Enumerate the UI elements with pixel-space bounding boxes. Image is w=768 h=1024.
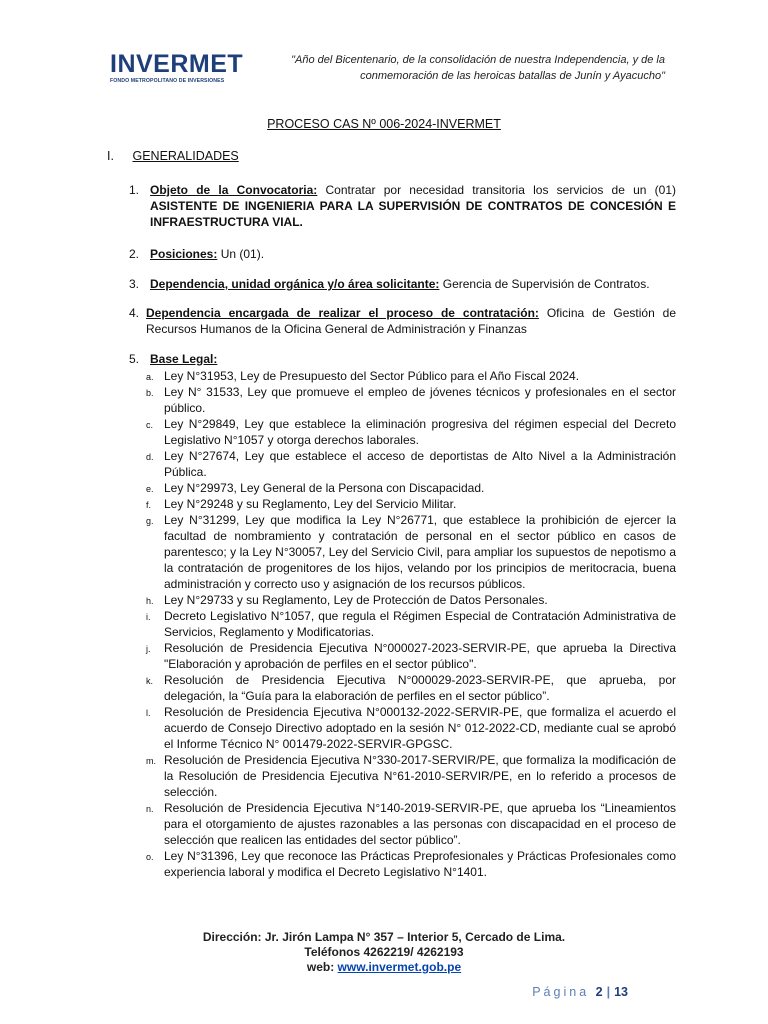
item-label: Posiciones: <box>150 247 218 261</box>
legal-letter: h. <box>146 596 154 606</box>
legal-letter: m. <box>146 756 156 766</box>
legal-letter: k. <box>146 676 154 686</box>
item-base-legal <box>129 351 676 367</box>
legal-letter: i. <box>146 612 151 622</box>
legal-text: Ley N°31953, Ley de Presupuesto del Sector Público para el Año Fiscal 2024. <box>164 369 580 383</box>
item-label: Dependencia encargada de realizar el proceso de contratación: <box>146 306 539 320</box>
legal-item <box>146 496 676 512</box>
legal-text: Resolución de Presidencia Ejecutiva N°000027-2023-SERVIR-PE, que aprueba la Directiva "Elaboración y aprobación de perfiles en el sector público". <box>164 641 676 671</box>
legal-item <box>146 608 676 640</box>
legal-letter: e. <box>146 484 154 494</box>
pager-total: 13 <box>614 985 628 999</box>
legal-letter: d. <box>146 452 154 462</box>
legal-item <box>146 640 676 672</box>
legal-letter: o. <box>146 852 154 862</box>
item-label: Objeto de la Convocatoria: <box>150 183 318 197</box>
legal-item <box>146 672 676 704</box>
legal-text: Ley N°29248 y su Reglamento, Ley del Servicio Militar. <box>164 497 457 511</box>
item-number: 3. <box>129 277 140 291</box>
item-text: Gerencia de Supervisión de Contratos. <box>439 277 650 291</box>
page-footer <box>0 930 768 975</box>
legal-text: Resolución de Presidencia Ejecutiva N°000132-2022-SERVIR-PE, que formaliza el acuerdo el acuerdo de Consejo Directivo adoptado en la sesión N° 012-2022-CD, mediante cual se aprobó el Informe Técnico N° 001479-2022-SERVIR-GPGSC. <box>164 705 676 751</box>
item-label: Dependencia, unidad orgánica y/o área solicitante: <box>150 277 440 291</box>
legal-text: Ley N°29973, Ley General de la Persona con Discapacidad. <box>164 481 485 495</box>
legal-text: Ley N°31299, Ley que modifica la Ley N°26771, que establece la prohibición de ejercer la facultad de nombramiento y contratación de personal en el sector público en casos de parentesco; y la Ley N°30057, Ley del Servicio Civil, para ampliar los supuestos de nepotismo a la contratación de progenitores de los hijos, velando por los principios de meritocracia, buena administración y correcto uso y asignación de los recursos públicos. <box>164 513 676 591</box>
legal-list <box>146 368 676 880</box>
page-number <box>532 985 628 999</box>
legal-item <box>146 752 676 800</box>
legal-text: Ley N°27674, Ley que establece el acceso de deportistas de Alto Nivel a la Administración Pública. <box>164 449 676 479</box>
item-dependencia <box>129 276 676 292</box>
document-title: PROCESO CAS Nº 006-2024-INVERMET <box>267 117 501 131</box>
item-text: Un (01). <box>217 247 265 261</box>
legal-text: Resolución de Presidencia Ejecutiva N°000029-2023-SERVIR-PE, que aprueba, por delegación, la “Guía para la elaboración de perfiles en el sector público”. <box>164 673 676 703</box>
item-number: 1. <box>129 183 140 197</box>
legal-text: Ley N°31396, Ley que reconoce las Prácticas Preprofesionales y Prácticas Profesionales como experiencia laboral y modifica el Decreto Legislativo N°1401. <box>164 849 676 879</box>
logo-subtitle: FONDO METROPOLITANO DE INVERSIONES <box>110 78 225 84</box>
legal-letter: l. <box>146 708 151 718</box>
footer-phones: Teléfonos 4262219/ 4262193 <box>304 945 464 959</box>
section-label: GENERALIDADES <box>132 149 239 163</box>
item-bold-text: ASISTENTE DE INGENIERIA PARA LA SUPERVISIÓN DE CONTRATOS DE CONCESIÓN E INFRAESTRUCTURA VIAL. <box>150 199 676 229</box>
legal-text: Decreto Legislativo N°1057, que regula el Régimen Especial de Contratación Administrativa de Servicios, Reglamento y Modificatorias. <box>164 609 676 639</box>
item-encargada <box>129 305 676 337</box>
legal-item <box>146 480 676 496</box>
legal-item <box>146 416 676 448</box>
legal-letter: f. <box>146 500 152 510</box>
legal-item <box>146 848 676 880</box>
legal-letter: c. <box>146 420 154 430</box>
item-number: 4. <box>129 306 140 320</box>
legal-item <box>146 368 676 384</box>
legal-text: Resolución de Presidencia Ejecutiva N°140-2019-SERVIR-PE, que aprueba los “Lineamientos para el otorgamiento de ajustes razonables a las personas con discapacidad en el proceso de selección que realicen las entidades del sector público”. <box>164 801 676 847</box>
section-number: I. <box>107 149 114 163</box>
item-label: Base Legal: <box>150 352 218 366</box>
pager-separator: | <box>606 985 611 999</box>
header-motto <box>245 52 665 84</box>
footer-web <box>0 960 768 975</box>
legal-letter: j. <box>146 644 151 654</box>
legal-item <box>146 384 676 416</box>
item-posiciones <box>129 246 676 262</box>
legal-item <box>146 800 676 848</box>
item-number: 5. <box>129 352 140 366</box>
legal-item <box>146 512 676 592</box>
legal-item <box>146 592 676 608</box>
item-objeto <box>129 182 676 230</box>
legal-letter: b. <box>146 388 154 398</box>
item-number: 2. <box>129 247 140 261</box>
footer-web-label: web: <box>306 960 338 974</box>
footer-address: Dirección: Jr. Jirón Lampa N° 357 – Interior 5, Cercado de Lima. <box>202 930 566 944</box>
invermet-logo <box>110 52 243 84</box>
pager-current: 2 <box>595 985 603 999</box>
item-text: Oficina de Gestión de Recursos Humanos de la Oficina General de Administración y Finanzas <box>146 306 677 336</box>
motto-line-1: "Año del Bicentenario, de la consolidación de nuestra Independencia, y de la <box>291 54 665 66</box>
legal-letter: g. <box>146 516 154 526</box>
motto-line-2: conmemoración de las heroicas batallas de Junín y Ayacucho" <box>360 70 665 82</box>
item-text: Contratar por necesidad transitoria los servicios de un (01) <box>317 183 676 197</box>
legal-letter: n. <box>146 804 154 814</box>
logo-wordmark: INVERMET <box>110 50 244 78</box>
legal-text: Ley N°29733 y su Reglamento, Ley de Protección de Datos Personales. <box>164 593 548 607</box>
legal-text: Ley N° 31533, Ley que promueve el empleo de jóvenes técnicos y profesionales en el sector público. <box>164 385 676 415</box>
legal-item <box>146 704 676 752</box>
legal-text: Resolución de Presidencia Ejecutiva N°330-2017-SERVIR/PE, que formaliza la modificación de la Resolución de Presidencia Ejecutiva N°61-2010-SERVIR/PE, en lo referido a procesos de selección. <box>164 753 676 799</box>
section-heading <box>107 149 239 163</box>
legal-item <box>146 448 676 480</box>
pager-label: Página <box>532 985 590 999</box>
footer-web-link[interactable]: www.invermet.gob.pe <box>337 960 462 974</box>
legal-letter: a. <box>146 372 154 382</box>
legal-text: Ley N°29849, Ley que establece la eliminación progresiva del régimen especial del Decreto Legislativo N°1057 y otorga derechos laborales. <box>164 417 676 447</box>
